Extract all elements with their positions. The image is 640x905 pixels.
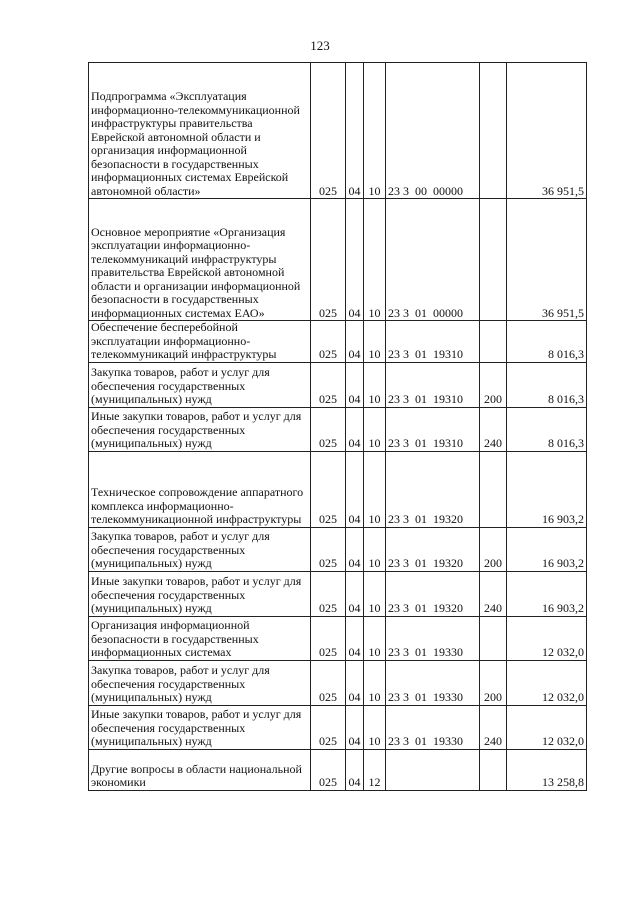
row-name-cell: Основное мероприятие «Организация эксплуатации информационно-телекоммуникаций инфраструктуры правительства Еврейской автономной области и организации информационной безопасности в государственных информационных системах ЕАО» [89, 199, 311, 321]
subsection-code-cell: 10 [364, 321, 386, 363]
subsection-code-cell: 10 [364, 527, 386, 571]
section-code-cell: 04 [346, 527, 364, 571]
expense-type-cell: 200 [480, 527, 507, 571]
subsection-code-cell: 10 [364, 407, 386, 451]
ministry-code-cell: 025 [311, 571, 346, 616]
amount-cell: 16 903,2 [507, 451, 587, 527]
table-row [89, 527, 587, 571]
row-name-cell: Закупка товаров, работ и услуг для обеспечения государственных (муниципальных) нужд [89, 362, 311, 407]
ministry-code-cell: 025 [311, 407, 346, 451]
amount-cell: 36 951,5 [507, 199, 587, 321]
section-code-cell: 04 [346, 616, 364, 660]
expense-type-cell: 240 [480, 571, 507, 616]
amount-cell: 13 258,8 [507, 749, 587, 790]
ministry-code-cell: 025 [311, 705, 346, 749]
target-article-cell: 23 3 01 00000 [386, 199, 480, 321]
section-code-cell: 04 [346, 63, 364, 199]
table-row [89, 660, 587, 705]
row-name-cell: Организация информационной безопасности в государственных информационных системах [89, 616, 311, 660]
table-row [89, 199, 587, 321]
section-code-cell: 04 [346, 199, 364, 321]
amount-cell: 16 903,2 [507, 527, 587, 571]
ministry-code-cell: 025 [311, 527, 346, 571]
expense-type-cell: 200 [480, 660, 507, 705]
ministry-code-cell: 025 [311, 63, 346, 199]
target-article-cell: 23 3 01 19310 [386, 321, 480, 363]
ministry-code-cell: 025 [311, 451, 346, 527]
row-name-cell: Подпрограмма «Эксплуатация информационно-телекоммуникационной инфраструктуры правительства Еврейской автономной области и организация информационной безопасности в государственных информационных системах Еврейской автономной области» [89, 63, 311, 199]
amount-cell: 12 032,0 [507, 660, 587, 705]
table-row [89, 362, 587, 407]
row-name-cell: Другие вопросы в области национальной экономики [89, 749, 311, 790]
subsection-code-cell: 10 [364, 362, 386, 407]
section-code-cell: 04 [346, 660, 364, 705]
section-code-cell: 04 [346, 705, 364, 749]
subsection-code-cell: 10 [364, 571, 386, 616]
section-code-cell: 04 [346, 407, 364, 451]
target-article-cell: 23 3 01 19310 [386, 407, 480, 451]
subsection-code-cell: 10 [364, 199, 386, 321]
expense-type-cell: 240 [480, 705, 507, 749]
row-name-cell: Закупка товаров, работ и услуг для обеспечения государственных (муниципальных) нужд [89, 527, 311, 571]
subsection-code-cell: 10 [364, 705, 386, 749]
subsection-code-cell: 12 [364, 749, 386, 790]
subsection-code-cell: 10 [364, 660, 386, 705]
target-article-cell: 23 3 01 19310 [386, 362, 480, 407]
target-article-cell: 23 3 01 19320 [386, 571, 480, 616]
target-article-cell: 23 3 00 00000 [386, 63, 480, 199]
subsection-code-cell: 10 [364, 451, 386, 527]
table-row [89, 616, 587, 660]
subsection-code-cell: 10 [364, 616, 386, 660]
ministry-code-cell: 025 [311, 321, 346, 363]
table-row [89, 451, 587, 527]
ministry-code-cell: 025 [311, 199, 346, 321]
section-code-cell: 04 [346, 362, 364, 407]
subsection-code-cell: 10 [364, 63, 386, 199]
table-row [89, 571, 587, 616]
amount-cell: 12 032,0 [507, 616, 587, 660]
expense-type-cell: 240 [480, 407, 507, 451]
target-article-cell: 23 3 01 19330 [386, 705, 480, 749]
amount-cell: 36 951,5 [507, 63, 587, 199]
table-row [89, 407, 587, 451]
target-article-cell [386, 749, 480, 790]
amount-cell: 8 016,3 [507, 321, 587, 363]
row-name-cell: Иные закупки товаров, работ и услуг для обеспечения государственных (муниципальных) нужд [89, 407, 311, 451]
ministry-code-cell: 025 [311, 616, 346, 660]
page-number: 123 [310, 38, 330, 53]
expense-type-cell [480, 749, 507, 790]
section-code-cell: 04 [346, 451, 364, 527]
ministry-code-cell: 025 [311, 660, 346, 705]
ministry-code-cell: 025 [311, 362, 346, 407]
section-code-cell: 04 [346, 321, 364, 363]
expense-type-cell: 200 [480, 362, 507, 407]
expense-type-cell [480, 616, 507, 660]
expense-type-cell [480, 321, 507, 363]
target-article-cell: 23 3 01 19320 [386, 527, 480, 571]
expense-type-cell [480, 199, 507, 321]
budget-table-body [89, 63, 587, 791]
table-row [89, 63, 587, 199]
amount-cell: 12 032,0 [507, 705, 587, 749]
table-row [89, 321, 587, 363]
expense-type-cell [480, 451, 507, 527]
target-article-cell: 23 3 01 19320 [386, 451, 480, 527]
row-name-cell: Закупка товаров, работ и услуг для обеспечения государственных (муниципальных) нужд [89, 660, 311, 705]
row-name-cell: Иные закупки товаров, работ и услуг для обеспечения государственных (муниципальных) нужд [89, 571, 311, 616]
amount-cell: 16 903,2 [507, 571, 587, 616]
section-code-cell: 04 [346, 571, 364, 616]
amount-cell: 8 016,3 [507, 362, 587, 407]
row-name-cell: Иные закупки товаров, работ и услуг для обеспечения государственных (муниципальных) нужд [89, 705, 311, 749]
table-row [89, 705, 587, 749]
target-article-cell: 23 3 01 19330 [386, 660, 480, 705]
target-article-cell: 23 3 01 19330 [386, 616, 480, 660]
table-row [89, 749, 587, 790]
section-code-cell: 04 [346, 749, 364, 790]
row-name-cell: Техническое сопровождение аппаратного комплекса информационно-телекоммуникационной инфраструктуры [89, 451, 311, 527]
amount-cell: 8 016,3 [507, 407, 587, 451]
row-name-cell: Обеспечение бесперебойной эксплуатации информационно-телекоммуникаций инфраструктуры [89, 321, 311, 363]
ministry-code-cell: 025 [311, 749, 346, 790]
budget-table [88, 62, 587, 791]
expense-type-cell [480, 63, 507, 199]
